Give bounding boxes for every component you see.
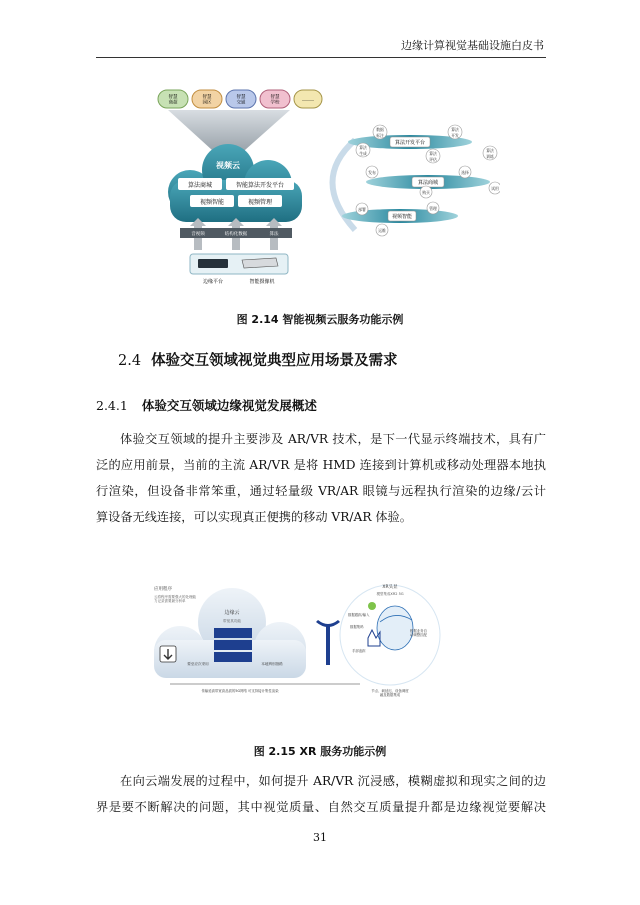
antenna-icon xyxy=(316,620,340,665)
edge-cloud-label: 边缘云 xyxy=(224,610,240,616)
paragraph-2-line: 界是要不断解决的问题，其中视觉质量、自然交互质量提升都是边缘视觉要解决 xyxy=(96,800,546,814)
figure-2-14 xyxy=(150,80,500,300)
service-flow xyxy=(333,125,501,236)
input-label: 数据跟踪/输入 xyxy=(348,613,370,617)
header-rule xyxy=(96,57,546,58)
subsection-heading xyxy=(96,396,317,414)
subsection-number: 2.4.1 xyxy=(96,398,128,413)
bar-dev-label: 算法开发平台 xyxy=(394,140,426,146)
head-icon xyxy=(377,606,413,650)
paragraph-1-line: 算设备无线连接，可以实现真正便携的移动 VR/AR 体验。 xyxy=(96,510,412,524)
node-label-3: 算法生成 xyxy=(359,145,367,156)
section-title: 体验交互领域视觉典型应用场景及需求 xyxy=(151,352,398,369)
paragraph-1-line: 体验交互领域的提升主要涉及 AR/VR 技术，是下一代显示终端技术，具有广 xyxy=(120,432,546,446)
xr-title: XR头显 xyxy=(382,585,398,590)
paragraph-1-line: 行渲染，但设备非常笨重，通过轻量级 VR/AR 眼镜与远程执行渲染的边缘/云计 xyxy=(96,484,546,498)
paragraph-1 xyxy=(96,426,546,530)
tag-4-label: 智慧学校 xyxy=(270,95,280,106)
tag-5-label: …… xyxy=(302,96,314,103)
node-label-2: 算法开发 xyxy=(451,127,459,138)
bar-store-label: 算法商城 xyxy=(417,180,439,186)
server-rack xyxy=(214,628,252,662)
page-number: 31 xyxy=(313,831,327,844)
render-label: 根据业务自动调整匹配 xyxy=(410,629,427,638)
app-label: 应用程序 xyxy=(154,587,172,592)
node-label-11: 管理 xyxy=(429,206,437,211)
paragraph-1-line: 泛的应用前景，当前的主流 AR/VR 是将 HMD 连接到计算机或移动处理器本地执 xyxy=(96,458,546,472)
app-desc: 云将程序需要强大的处理能力记录需要最分析单 xyxy=(154,595,196,604)
node-label-4: 算法评估 xyxy=(429,151,437,162)
node-label-7: 选择 xyxy=(461,170,469,175)
node-label-8: 购买 xyxy=(422,190,430,195)
xr-sub: 模型集成XR2 5G xyxy=(376,592,404,596)
bar-ai-label: 视频智能 xyxy=(391,214,413,220)
device-label-camera: 智能摄像机 xyxy=(249,279,275,285)
bottom-right-label: 节点、载延迟、设备调度融及数据集成 xyxy=(371,689,409,698)
tracking-dot xyxy=(368,602,376,610)
scenario-tags xyxy=(158,90,322,108)
tag-2-label: 智慧园区 xyxy=(202,95,212,106)
local-label: 本地辨别指路 xyxy=(261,662,283,666)
section-number: 2.4 xyxy=(118,353,142,369)
box-dev-platform-label: 智能算法开发平台 xyxy=(235,182,285,189)
node-label-12: 运维 xyxy=(378,228,386,233)
node-label-1: 数据标注 xyxy=(376,127,384,138)
tag-1-label: 智慧商超 xyxy=(168,95,178,106)
data-collect-label: 数据集码 xyxy=(350,625,364,629)
video-cloud xyxy=(168,144,302,222)
data-label-struct: 结构化数据 xyxy=(224,232,248,237)
figure-2-14-caption: 图 2.14 智能视频云服务功能示例 xyxy=(236,313,404,326)
node-label-9: 试用 xyxy=(491,186,499,191)
hand-track-label: 手部追踪 xyxy=(352,649,366,653)
subsection-title: 体验交互领域边缘视觉发展概述 xyxy=(141,398,317,413)
box-video-ai-label: 视频智能 xyxy=(199,199,225,206)
data-label-algo: 算法 xyxy=(269,232,279,237)
data-label-av: 音视频 xyxy=(191,232,205,237)
figure-2-15 xyxy=(140,570,450,715)
node-label-5: 算法训练 xyxy=(486,148,494,159)
device-label-edge: 边缘平台 xyxy=(202,279,224,285)
page-header-title: 边缘计算视觉基础设施白皮书 xyxy=(401,39,544,52)
figure-2-15-caption: 图 2.15 XR 服务功能示例 xyxy=(253,745,387,758)
paragraph-2-line: 在向云端发展的过程中，如何提升 AR/VR 沉浸感，模糊虚拟和现实之间的边 xyxy=(120,774,546,788)
pose-label: 要至应次采用 xyxy=(187,662,209,666)
edge-platform-device xyxy=(198,259,228,268)
node-label-6: 发布 xyxy=(368,170,376,175)
edge-sub-label: 带宽其功能 xyxy=(223,619,241,623)
box-algo-store-label: 算法商城 xyxy=(187,182,213,189)
node-label-10: 部署 xyxy=(358,207,366,212)
camera-device xyxy=(242,258,278,268)
box-video-mgmt-label: 视频管理 xyxy=(247,199,273,206)
section-heading xyxy=(118,349,398,370)
bottom-left-label: 传输延高带宽高品质的5G网络 可支持接计集性渲染 xyxy=(201,689,279,693)
cloud-title: 视频云 xyxy=(216,161,240,170)
paragraph-2 xyxy=(96,768,546,820)
tag-3-label: 智慧交通 xyxy=(236,95,246,106)
